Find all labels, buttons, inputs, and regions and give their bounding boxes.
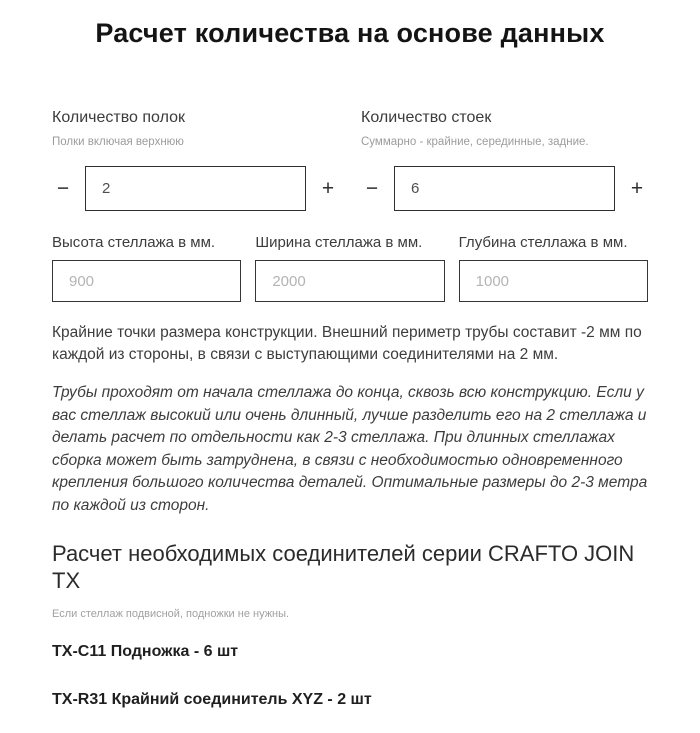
posts-hint: Суммарно - крайние, серединные, задние. [361,136,589,148]
shelves-increment-button[interactable] [317,178,339,199]
depth-input[interactable] [459,260,648,302]
connectors-section-hint: Если стеллаж подвисной, подножки не нужны. [52,608,290,620]
page-title: Расчет количества на основе данных [95,18,605,48]
shelves-label: Количество полок [52,109,185,126]
shelves-count-input[interactable] [85,166,306,211]
height-input[interactable] [52,260,241,302]
posts-count-input[interactable] [394,166,615,211]
plus-icon: + [321,177,335,200]
connector-result-item: TX-C11 Подножка - 6 шт [52,643,239,660]
steppers-row [52,108,648,211]
height-field-group [52,234,241,302]
posts-stepper [361,166,648,211]
assembly-advice-note: Трубы проходят от начала стеллажа до конца, сквозь всю конструкцию. Если у вас стеллаж высокий или очень длинный, лучше разделить его на 2 стеллажа и делать расчет по отдельности как 2-3 стеллажа. При длинных стеллажах сборка может быть затруднена, в связи с необходимостью одновременного крепления большого количества деталей. Оптимальные размеры до 2-3 метра по каждой из сторон. [52,384,648,514]
posts-stepper-group [361,108,648,211]
posts-decrement-button[interactable] [361,178,383,199]
height-label: Высота стеллажа в мм. [52,234,216,251]
width-field-group [255,234,444,302]
posts-increment-button[interactable] [626,178,648,199]
plus-icon: + [630,177,644,200]
depth-field-group [459,234,648,302]
depth-label: Глубина стеллажа в мм. [458,234,628,251]
width-input[interactable] [255,260,444,302]
shelves-hint: Полки включая верхнюю [52,136,184,148]
dimensions-row [52,234,648,302]
minus-icon: − [56,177,70,200]
perimeter-note: Крайние точки размера конструкции. Внешний периметр трубы составит -2 мм по каждой из стороны, в связи с выступающими соединителями на 2 мм. [52,324,642,363]
connector-result-item: TX-R31 Крайний соединитель XYZ - 2 шт [52,691,372,708]
shelves-stepper-group [52,108,339,211]
shelves-decrement-button[interactable] [52,178,74,199]
width-label: Ширина стеллажа в мм. [255,234,423,251]
shelves-stepper [52,166,339,211]
minus-icon: − [365,177,379,200]
connectors-section-heading: Расчет необходимых соединителей серии CRAFTO JOIN TX [52,541,635,593]
posts-label: Количество стоек [361,109,492,126]
